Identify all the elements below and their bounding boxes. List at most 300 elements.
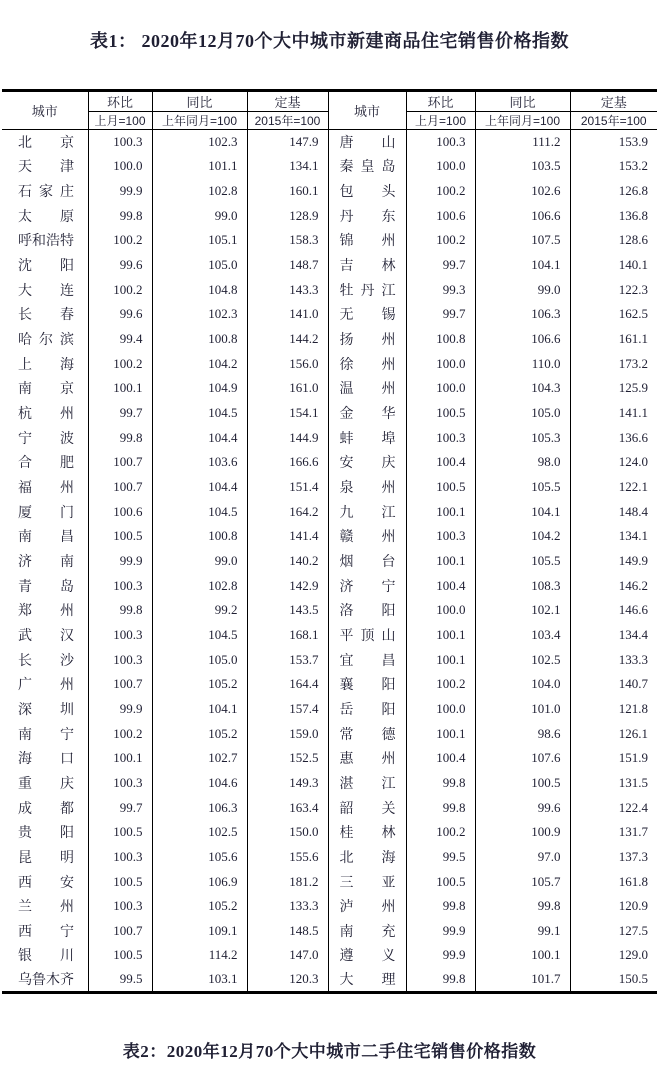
yoy-index-cell: 104.8 <box>152 277 247 302</box>
city-name: 常德 <box>339 727 396 743</box>
city-cell <box>2 401 88 426</box>
yoy-index-cell: 104.1 <box>152 697 247 722</box>
fixed-base-index-cell: 155.6 <box>247 845 328 870</box>
table-row <box>2 869 657 894</box>
city-name: 大理 <box>339 973 396 989</box>
city-cell <box>328 130 406 155</box>
yoy-index-cell: 103.1 <box>152 968 247 993</box>
mom-index-cell: 100.7 <box>88 475 152 500</box>
mom-index-cell: 100.3 <box>406 130 475 155</box>
mom-index-cell: 100.3 <box>88 573 152 598</box>
city-name: 安庆 <box>339 456 396 472</box>
city-cell <box>328 573 406 598</box>
fixed-base-index-cell: 134.4 <box>570 623 657 648</box>
mom-index-cell: 100.7 <box>88 450 152 475</box>
yoy-index-cell: 102.5 <box>475 647 570 672</box>
mom-index-cell: 99.6 <box>88 302 152 327</box>
city-name: 济南 <box>18 554 74 570</box>
city-name: 南宁 <box>18 727 74 743</box>
city-name: 西安 <box>18 875 74 891</box>
fixed-base-index-cell: 150.0 <box>247 820 328 845</box>
city-cell <box>2 697 88 722</box>
city-name: 成都 <box>18 801 74 817</box>
city-cell <box>2 277 88 302</box>
fixed-base-index-cell: 164.4 <box>247 672 328 697</box>
city-name: 大连 <box>18 283 74 299</box>
fixed-base-index-cell: 154.1 <box>247 401 328 426</box>
mom-index-cell: 100.5 <box>406 869 475 894</box>
table-row <box>2 598 657 623</box>
city-name: 长春 <box>18 308 74 324</box>
yoy-index-cell: 104.5 <box>152 623 247 648</box>
mom-index-cell: 99.9 <box>406 919 475 944</box>
fixed-base-index-cell: 122.1 <box>570 475 657 500</box>
yoy-index-cell: 104.9 <box>152 376 247 401</box>
table-row <box>2 277 657 302</box>
mom-index-cell: 99.7 <box>406 302 475 327</box>
fixed-base-index-cell: 148.4 <box>570 499 657 524</box>
fixed-base-index-cell: 146.2 <box>570 573 657 598</box>
city-name: 厦门 <box>18 505 74 521</box>
yoy-index-cell: 99.6 <box>475 795 570 820</box>
city-name: 湛江 <box>339 776 396 792</box>
table-row <box>2 721 657 746</box>
table-row <box>2 919 657 944</box>
city-cell <box>328 771 406 796</box>
fixed-base-index-cell: 147.9 <box>247 130 328 155</box>
yoy-index-cell: 102.6 <box>475 179 570 204</box>
table-row <box>2 894 657 919</box>
city-name: 无锡 <box>339 308 396 324</box>
mom-index-cell: 100.1 <box>406 623 475 648</box>
yoy-index-cell: 102.8 <box>152 573 247 598</box>
city-name: 扬州 <box>339 333 396 349</box>
city-cell <box>328 672 406 697</box>
yoy-index-cell: 104.0 <box>475 672 570 697</box>
fixed-base-index-cell: 140.1 <box>570 253 657 278</box>
yoy-index-cell: 97.0 <box>475 845 570 870</box>
mom-index-cell: 100.6 <box>88 499 152 524</box>
fixed-base-index-cell: 173.2 <box>570 351 657 376</box>
city-cell <box>328 894 406 919</box>
yoy-index-cell: 98.0 <box>475 450 570 475</box>
mom-index-cell: 100.2 <box>88 721 152 746</box>
fixed-base-index-cell: 162.5 <box>570 302 657 327</box>
yoy-index-cell: 105.1 <box>152 228 247 253</box>
city-name: 呼和浩特 <box>18 234 74 250</box>
fixed-base-index-cell: 141.4 <box>247 524 328 549</box>
table-row <box>2 623 657 648</box>
mom-index-cell: 100.2 <box>406 820 475 845</box>
table-row <box>2 746 657 771</box>
mom-index-cell: 100.0 <box>406 697 475 722</box>
city-name: 宁波 <box>18 431 74 447</box>
col-subheader-mom-base-left: 上月=100 <box>88 112 152 130</box>
fixed-base-index-cell: 124.0 <box>570 450 657 475</box>
city-name: 金华 <box>339 407 396 423</box>
fixed-base-index-cell: 127.5 <box>570 919 657 944</box>
fixed-base-index-cell: 160.1 <box>247 179 328 204</box>
fixed-base-index-cell: 153.7 <box>247 647 328 672</box>
city-name: 岳阳 <box>339 702 396 718</box>
table-row <box>2 672 657 697</box>
fixed-base-index-cell: 131.5 <box>570 771 657 796</box>
fixed-base-index-cell: 161.1 <box>570 327 657 352</box>
mom-index-cell: 99.7 <box>406 253 475 278</box>
yoy-index-cell: 107.5 <box>475 228 570 253</box>
fixed-base-index-cell: 133.3 <box>247 894 328 919</box>
col-header-fixedbase-left: 定基 <box>247 91 328 112</box>
city-name: 南充 <box>339 924 396 940</box>
yoy-index-cell: 104.2 <box>475 524 570 549</box>
city-name: 北海 <box>339 850 396 866</box>
city-cell <box>328 425 406 450</box>
fixed-base-index-cell: 128.6 <box>570 228 657 253</box>
mom-index-cell: 100.2 <box>406 672 475 697</box>
yoy-index-cell: 105.5 <box>475 475 570 500</box>
city-cell <box>2 475 88 500</box>
fixed-base-index-cell: 148.7 <box>247 253 328 278</box>
table-row <box>2 228 657 253</box>
city-name: 乌鲁木齐 <box>18 973 74 989</box>
table-row <box>2 475 657 500</box>
mom-index-cell: 100.1 <box>406 549 475 574</box>
mom-index-cell: 100.3 <box>88 845 152 870</box>
col-header-mom-right: 环比 <box>406 91 475 112</box>
col-subheader-yoy-base-left: 上年同月=100 <box>152 112 247 130</box>
city-name: 蚌埠 <box>339 431 396 447</box>
fixed-base-index-cell: 151.9 <box>570 746 657 771</box>
fixed-base-index-cell: 158.3 <box>247 228 328 253</box>
mom-index-cell: 100.6 <box>406 203 475 228</box>
city-name: 南昌 <box>18 530 74 546</box>
city-cell <box>2 919 88 944</box>
yoy-index-cell: 106.3 <box>152 795 247 820</box>
yoy-index-cell: 98.6 <box>475 721 570 746</box>
city-cell <box>2 647 88 672</box>
new-home-price-index-table <box>2 89 657 994</box>
city-cell <box>328 499 406 524</box>
city-name: 锦州 <box>339 234 396 250</box>
city-cell <box>2 130 88 155</box>
table-row <box>2 820 657 845</box>
mom-index-cell: 100.1 <box>406 721 475 746</box>
fixed-base-index-cell: 152.5 <box>247 746 328 771</box>
fixed-base-index-cell: 157.4 <box>247 697 328 722</box>
fixed-base-index-cell: 153.9 <box>570 130 657 155</box>
mom-index-cell: 99.7 <box>88 401 152 426</box>
city-name: 重庆 <box>18 776 74 792</box>
table-row <box>2 845 657 870</box>
mom-index-cell: 100.0 <box>406 598 475 623</box>
city-cell <box>2 598 88 623</box>
fixed-base-index-cell: 140.2 <box>247 549 328 574</box>
col-header-city-right: 城市 <box>328 91 406 130</box>
mom-index-cell: 100.1 <box>406 647 475 672</box>
city-cell <box>2 771 88 796</box>
mom-index-cell: 100.4 <box>406 573 475 598</box>
city-cell <box>2 179 88 204</box>
mom-index-cell: 100.2 <box>88 228 152 253</box>
mom-index-cell: 100.3 <box>88 130 152 155</box>
mom-index-cell: 99.7 <box>88 795 152 820</box>
city-name: 温州 <box>339 382 396 398</box>
yoy-index-cell: 106.6 <box>475 203 570 228</box>
city-name: 襄阳 <box>339 678 396 694</box>
yoy-index-cell: 100.9 <box>475 820 570 845</box>
city-name: 上海 <box>18 357 74 373</box>
yoy-index-cell: 100.1 <box>475 943 570 968</box>
city-cell <box>328 203 406 228</box>
fixed-base-index-cell: 140.7 <box>570 672 657 697</box>
city-cell <box>328 943 406 968</box>
col-header-city-left: 城市 <box>2 91 88 130</box>
city-cell <box>2 549 88 574</box>
table-row <box>2 401 657 426</box>
table-row <box>2 697 657 722</box>
yoy-index-cell: 102.3 <box>152 302 247 327</box>
mom-index-cell: 100.5 <box>88 869 152 894</box>
yoy-index-cell: 114.2 <box>152 943 247 968</box>
mom-index-cell: 100.4 <box>406 450 475 475</box>
city-name: 洛阳 <box>339 604 396 620</box>
city-name: 济宁 <box>339 579 396 595</box>
city-cell <box>328 697 406 722</box>
fixed-base-index-cell: 161.0 <box>247 376 328 401</box>
yoy-index-cell: 102.7 <box>152 746 247 771</box>
city-cell <box>328 598 406 623</box>
city-name: 惠州 <box>339 752 396 768</box>
table-row <box>2 771 657 796</box>
table-row <box>2 179 657 204</box>
city-name: 唐山 <box>339 136 396 152</box>
table-row <box>2 154 657 179</box>
header-row-groups <box>2 91 657 112</box>
city-name: 哈尔滨 <box>18 333 74 349</box>
fixed-base-index-cell: 122.3 <box>570 277 657 302</box>
city-cell <box>2 499 88 524</box>
city-name: 韶关 <box>339 801 396 817</box>
col-subheader-fixed-base-left: 2015年=100 <box>247 112 328 130</box>
city-name: 桂林 <box>339 826 396 842</box>
city-name: 郑州 <box>18 604 74 620</box>
city-name: 青岛 <box>18 579 74 595</box>
city-name: 泉州 <box>339 481 396 497</box>
table-row <box>2 327 657 352</box>
fixed-base-index-cell: 168.1 <box>247 623 328 648</box>
fixed-base-index-cell: 146.6 <box>570 598 657 623</box>
fixed-base-index-cell: 159.0 <box>247 721 328 746</box>
city-name: 包头 <box>339 185 396 201</box>
fixed-base-index-cell: 156.0 <box>247 351 328 376</box>
city-cell <box>2 795 88 820</box>
city-cell <box>2 228 88 253</box>
city-name: 兰州 <box>18 900 74 916</box>
mom-index-cell: 100.3 <box>406 425 475 450</box>
fixed-base-index-cell: 141.1 <box>570 401 657 426</box>
table-row <box>2 499 657 524</box>
mom-index-cell: 100.5 <box>88 524 152 549</box>
fixed-base-index-cell: 126.1 <box>570 721 657 746</box>
yoy-index-cell: 102.8 <box>152 179 247 204</box>
mom-index-cell: 99.8 <box>406 795 475 820</box>
mom-index-cell: 100.2 <box>88 351 152 376</box>
table-row <box>2 647 657 672</box>
yoy-index-cell: 105.7 <box>475 869 570 894</box>
fixed-base-index-cell: 164.2 <box>247 499 328 524</box>
yoy-index-cell: 105.2 <box>152 672 247 697</box>
table-row <box>2 203 657 228</box>
city-cell <box>328 253 406 278</box>
fixed-base-index-cell: 136.8 <box>570 203 657 228</box>
fixed-base-index-cell: 136.6 <box>570 425 657 450</box>
mom-index-cell: 99.8 <box>406 771 475 796</box>
city-cell <box>328 179 406 204</box>
city-cell <box>2 968 88 993</box>
col-header-yoy-right: 同比 <box>475 91 570 112</box>
city-cell <box>2 203 88 228</box>
yoy-index-cell: 106.3 <box>475 302 570 327</box>
mom-index-cell: 99.8 <box>88 598 152 623</box>
table-row <box>2 425 657 450</box>
yoy-index-cell: 104.5 <box>152 401 247 426</box>
city-cell <box>328 302 406 327</box>
table-header <box>2 91 657 130</box>
city-cell <box>2 154 88 179</box>
city-cell <box>328 376 406 401</box>
city-name: 平顶山 <box>339 628 396 644</box>
mom-index-cell: 99.8 <box>406 894 475 919</box>
table-row <box>2 253 657 278</box>
city-cell <box>2 351 88 376</box>
city-name: 天津 <box>18 160 74 176</box>
city-name: 宜昌 <box>339 653 396 669</box>
fixed-base-index-cell: 151.4 <box>247 475 328 500</box>
yoy-index-cell: 105.0 <box>475 401 570 426</box>
city-name: 吉林 <box>339 259 396 275</box>
fixed-base-index-cell: 153.2 <box>570 154 657 179</box>
city-cell <box>328 549 406 574</box>
fixed-base-index-cell: 142.9 <box>247 573 328 598</box>
yoy-index-cell: 99.0 <box>152 203 247 228</box>
yoy-index-cell: 103.4 <box>475 623 570 648</box>
yoy-index-cell: 99.8 <box>475 894 570 919</box>
mom-index-cell: 100.1 <box>88 746 152 771</box>
mom-index-cell: 100.3 <box>88 771 152 796</box>
fixed-base-index-cell: 120.9 <box>570 894 657 919</box>
city-name: 武汉 <box>18 628 74 644</box>
col-subheader-yoy-base-right: 上年同月=100 <box>475 112 570 130</box>
fixed-base-index-cell: 129.0 <box>570 943 657 968</box>
yoy-index-cell: 104.4 <box>152 475 247 500</box>
yoy-index-cell: 104.1 <box>475 253 570 278</box>
yoy-index-cell: 105.0 <box>152 253 247 278</box>
city-name: 石家庄 <box>18 185 74 201</box>
table-row <box>2 968 657 993</box>
yoy-index-cell: 102.1 <box>475 598 570 623</box>
fixed-base-index-cell: 149.3 <box>247 771 328 796</box>
city-cell <box>328 919 406 944</box>
city-name: 深圳 <box>18 702 74 718</box>
city-name: 西宁 <box>18 924 74 940</box>
city-cell <box>2 302 88 327</box>
mom-index-cell: 99.5 <box>88 968 152 993</box>
fixed-base-index-cell: 148.5 <box>247 919 328 944</box>
col-header-yoy-left: 同比 <box>152 91 247 112</box>
city-cell <box>2 869 88 894</box>
fixed-base-index-cell: 147.0 <box>247 943 328 968</box>
mom-index-cell: 100.2 <box>88 277 152 302</box>
table2-caption: 表2：2020年12月70个大中城市二手住宅销售价格指数 <box>122 1041 537 1061</box>
city-name: 杭州 <box>18 407 74 423</box>
table-row <box>2 450 657 475</box>
yoy-index-cell: 103.5 <box>475 154 570 179</box>
city-cell <box>328 746 406 771</box>
yoy-index-cell: 99.0 <box>152 549 247 574</box>
mom-index-cell: 99.5 <box>406 845 475 870</box>
city-cell <box>328 623 406 648</box>
city-name: 徐州 <box>339 357 396 373</box>
mom-index-cell: 99.8 <box>88 425 152 450</box>
mom-index-cell: 100.0 <box>88 154 152 179</box>
fixed-base-index-cell: 150.5 <box>570 968 657 993</box>
city-cell <box>2 573 88 598</box>
mom-index-cell: 99.6 <box>88 253 152 278</box>
table-row <box>2 524 657 549</box>
yoy-index-cell: 100.8 <box>152 327 247 352</box>
fixed-base-index-cell: 134.1 <box>570 524 657 549</box>
table-row <box>2 302 657 327</box>
city-cell <box>328 277 406 302</box>
mom-index-cell: 99.9 <box>406 943 475 968</box>
table-row <box>2 943 657 968</box>
mom-index-cell: 100.0 <box>406 154 475 179</box>
fixed-base-index-cell: 144.9 <box>247 425 328 450</box>
mom-index-cell: 99.8 <box>88 203 152 228</box>
fixed-base-index-cell: 133.3 <box>570 647 657 672</box>
fixed-base-index-cell: 143.5 <box>247 598 328 623</box>
yoy-index-cell: 104.1 <box>475 499 570 524</box>
mom-index-cell: 100.3 <box>88 647 152 672</box>
yoy-index-cell: 101.0 <box>475 697 570 722</box>
mom-index-cell: 100.0 <box>406 351 475 376</box>
yoy-index-cell: 104.6 <box>152 771 247 796</box>
city-name: 银川 <box>18 949 74 965</box>
col-header-fixedbase-right: 定基 <box>570 91 657 112</box>
city-name: 长沙 <box>18 653 74 669</box>
mom-index-cell: 99.4 <box>88 327 152 352</box>
yoy-index-cell: 105.0 <box>152 647 247 672</box>
mom-index-cell: 99.8 <box>406 968 475 993</box>
city-name: 昆明 <box>18 850 74 866</box>
city-cell <box>2 820 88 845</box>
mom-index-cell: 100.7 <box>88 919 152 944</box>
yoy-index-cell: 105.3 <box>475 425 570 450</box>
table-row <box>2 130 657 155</box>
city-cell <box>328 401 406 426</box>
table-row <box>2 573 657 598</box>
city-cell <box>328 475 406 500</box>
col-header-mom-left: 环比 <box>88 91 152 112</box>
col-subheader-fixed-base-right: 2015年=100 <box>570 112 657 130</box>
city-cell <box>328 721 406 746</box>
yoy-index-cell: 104.2 <box>152 351 247 376</box>
city-cell <box>328 154 406 179</box>
city-cell <box>2 894 88 919</box>
fixed-base-index-cell: 149.9 <box>570 549 657 574</box>
city-cell <box>2 450 88 475</box>
mom-index-cell: 100.5 <box>406 401 475 426</box>
